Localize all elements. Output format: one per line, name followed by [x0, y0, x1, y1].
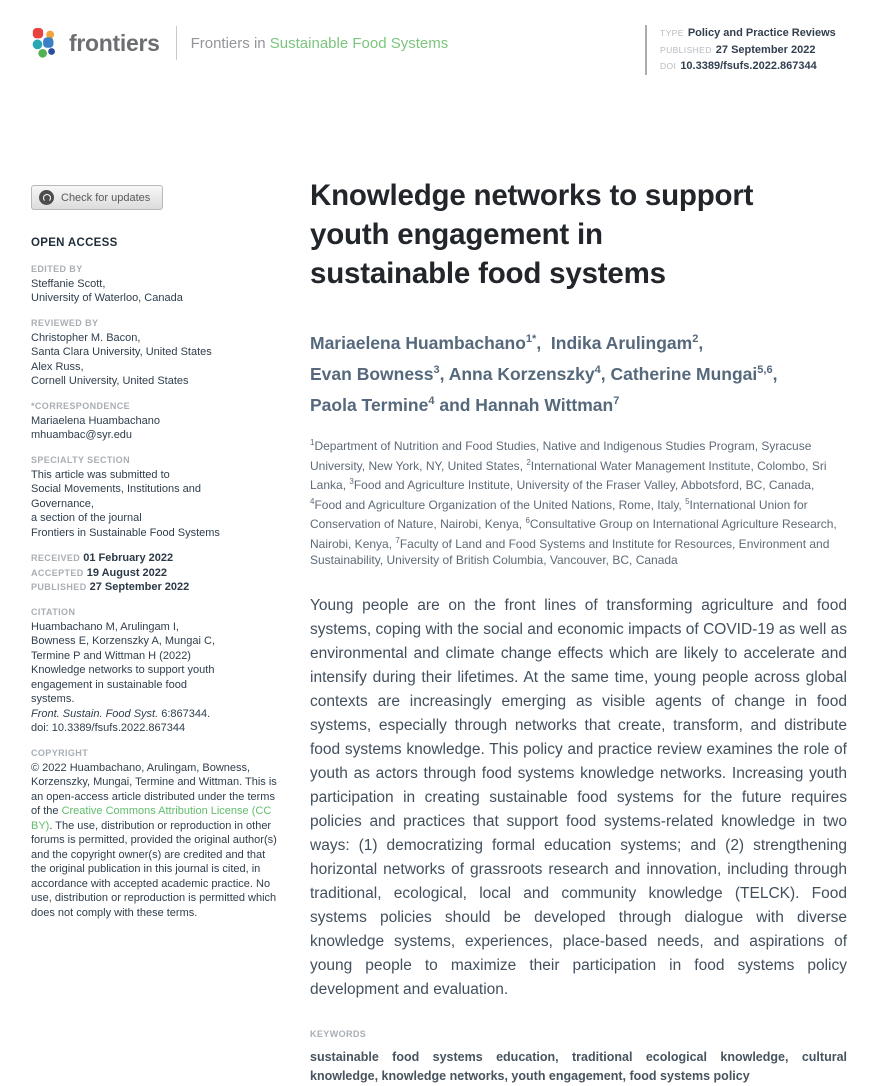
citation-journal-line [31, 707, 281, 722]
citation-journal: Front. Sustain. Food Syst. [31, 707, 159, 720]
text-line: Governance, [31, 497, 94, 510]
text-line: Knowledge networks to support youth [31, 664, 215, 676]
correspondence-email-link[interactable]: mhuambac@syr.edu [31, 429, 133, 441]
frontiers-logo-icon [30, 27, 60, 59]
copyright-text-before: © 2022 Huambachano, Arulingam, Bowness, Korzenszky, Mungai, Termine and Wittman. This is an open-access article distributed under the terms of the [31, 761, 277, 817]
open-access-label: OPEN ACCESS [31, 237, 118, 249]
frontiers-logotype: frontiers [69, 29, 160, 56]
copyright-label: COPYRIGHT [31, 747, 89, 758]
edited-by-section [31, 263, 281, 306]
edited-by-text [31, 277, 281, 306]
author-line: Paola Termine$^4$ and Hannah Wittman$^7$ [310, 394, 620, 415]
keywords-label: KEYWORDS [310, 1028, 367, 1039]
header-divider [176, 26, 177, 60]
text-line: Huambachano M, Arulingam I, [31, 620, 179, 633]
reviewed-by-text [31, 331, 281, 389]
citation-volume: 6:867344. [158, 707, 211, 720]
reviewed-by-label: REVIEWED BY [31, 317, 99, 328]
affiliations: $^1$Department of Nutrition and Food Studies, Native and Indigenous Studies Program, Syracuse University, New York, NY, United States, $^2$International Water Management Institute, Colombo, Sri Lanka, $^3$Food and Agriculture Institute, University of the Fraser Valley, Abbotsford, BC, Canada, $^4$Food and Agriculture Organization of the United Nations, Rome, Italy, $^5$International Union for Conservation of Nature, Nairobi, Kenya, $^6$Consultative Group on International Agriculture Research, Nairobi, Kenya, $^7$Faculty of Land and Food Systems and Institute for Resources, Environment and Sustainability, University of British Columbia, Vancouver, BC, Canada [310, 438, 837, 568]
copyright-text [31, 761, 281, 921]
meta-published-row [660, 42, 841, 59]
type-label: TYPE [660, 28, 684, 38]
keywords-text: sustainable food systems education, traditional ecological knowledge, cultural knowledge, knowledge networks, youth engagement, food systems policy [310, 1049, 847, 1083]
abstract-text: Young people are on the front lines of transforming agriculture and food systems, coping with the social and economic impacts of COVID-19 as well as environmental and climate change effects which are likely to accelerate and intensify during their lifetimes. At the same time, young people across global contexts are increasingly emerging as visible agents of change in food systems, especially through networks that create, transform, and distribute food systems knowledge. This policy and practice review examines the role of youth as actors through food systems knowledge networks. Increasing youth participation in creating sustainable food systems for the future requires policies and practices that support food systems-related knowledge in two ways: (1) democratizing formal education systems; and (2) strengthening horizontal networks of grassroots research and innovation, including through traditional, ecological, local and community knowledge (TELCK). Food systems policies should be developed through dialogue with diverse knowledge systems, experiences, place-based needs, and aspirations of young people to maximize their participation in food systems policy development and evaluation. [310, 596, 847, 998]
text-line: University of Waterloo, Canada [31, 292, 183, 304]
text-line: Cornell University, United States [31, 375, 189, 387]
article-meta [645, 25, 841, 75]
author-line: Mariaelena Huambachano$^{1*}$, Indika Arulingam$^2$, [310, 332, 704, 353]
article-title [310, 176, 847, 293]
citation-section [31, 606, 281, 736]
text-line: Bowness E, Korzenszky A, Mungai C, [31, 635, 216, 647]
text-line: Frontiers in Sustainable Food Systems [31, 526, 220, 539]
crossmark-icon [39, 190, 54, 205]
reviewed-by-section [31, 317, 281, 389]
journal-name-green: Sustainable Food Systems [269, 34, 449, 52]
dates-section [31, 551, 281, 595]
author-line: Evan Bowness$^3$, Anna Korzenszky$^4$, Catherine Mungai$^{5,6}$, [310, 363, 778, 384]
journal-name [191, 35, 449, 52]
citation-text [31, 620, 281, 707]
copyright-text-after: . The use, distribution or reproduction in other forums is permitted, provided the original author(s) and the copyright owner(s) are credited and that the original publication in this journal is cited, in accordance with accepted academic practice. No use, distribution or reproduction is permitted which does not comply with these terms. [31, 819, 277, 919]
specialty-label: SPECIALTY SECTION [31, 454, 130, 465]
citation-label: CITATION [31, 606, 76, 617]
meta-type-row [660, 25, 841, 42]
creative-commons-link[interactable]: Creative Commons Attribution License (CC BY) [31, 805, 272, 832]
type-value: Policy and Practice Reviews [687, 27, 836, 39]
text-line: Christopher M. Bacon, [31, 331, 141, 344]
article-main [310, 176, 847, 1086]
text-line: Knowledge networks to support [310, 179, 754, 212]
correspondence-section [31, 400, 281, 443]
journal-header [30, 26, 448, 60]
accepted-value: 19 August 2022 [86, 566, 168, 579]
sidebar [31, 185, 281, 931]
published-label: PUBLISHED [660, 44, 712, 55]
meta-doi-row [660, 58, 841, 75]
published-date-value: 27 September 2022 [89, 581, 190, 593]
published-date-label: PUBLISHED [31, 582, 87, 592]
specialty-section [31, 454, 281, 541]
received-value: 01 February 2022 [83, 552, 174, 564]
check-for-updates-label: Check for updates [61, 191, 151, 204]
correspondence-label: *CORRESPONDENCE [31, 400, 131, 411]
citation-doi: doi: 10.3389/fsufs.2022.867344 [31, 722, 186, 734]
received-label: RECEIVED [31, 553, 81, 563]
accepted-row [31, 566, 281, 581]
text-line: a section of the journal [31, 512, 142, 524]
accepted-label: ACCEPTED [31, 567, 84, 578]
copyright-section [31, 747, 281, 921]
published-value: 27 September 2022 [715, 43, 816, 56]
published-row [31, 580, 281, 595]
author-list [310, 326, 847, 418]
doi-label: DOI [660, 61, 677, 71]
text-line: Termine P and Wittman H (2022) [31, 649, 191, 662]
specialty-text [31, 468, 281, 541]
text-line: Santa Clara University, United States [31, 346, 212, 358]
text-line: Alex Russ, [31, 360, 84, 373]
doi-value: 10.3389/fsufs.2022.867344 [680, 60, 817, 72]
text-line: sustainable food systems [310, 257, 666, 290]
text-line: systems. [31, 693, 75, 705]
text-line: Social Movements, Institutions and [31, 483, 201, 495]
text-line: youth engagement in [310, 218, 603, 251]
text-line: Steffanie Scott, [31, 277, 106, 290]
correspondence-name: Mariaelena Huambachano [31, 414, 161, 427]
edited-by-label: EDITED BY [31, 263, 83, 274]
check-for-updates-button[interactable] [31, 185, 163, 210]
journal-prefix: Frontiers in [190, 34, 266, 52]
text-line: engagement in sustainable food [31, 678, 187, 691]
text-line: This article was submitted to [31, 468, 170, 481]
received-row [31, 551, 281, 566]
